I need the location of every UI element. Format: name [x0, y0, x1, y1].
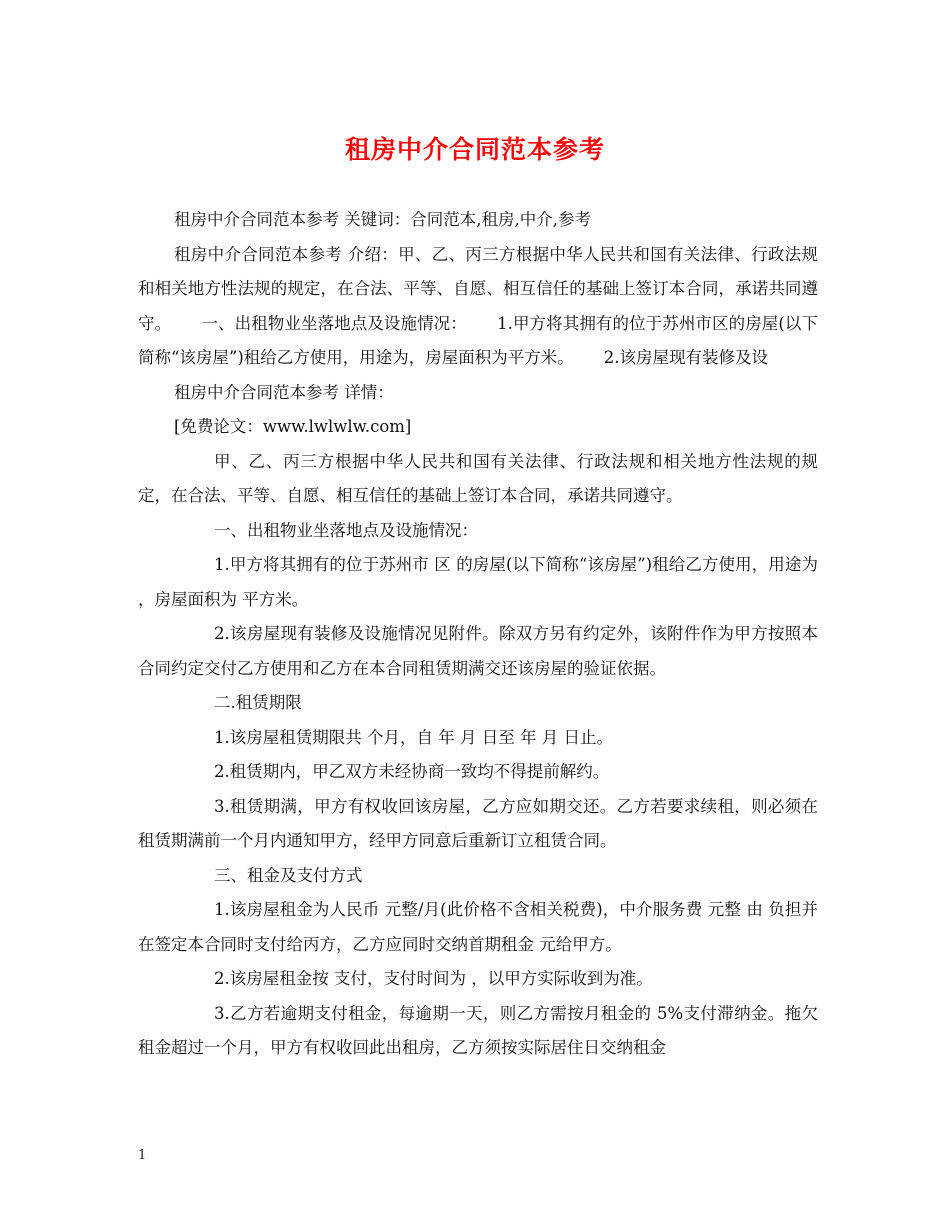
- clause-3-2: 2.该房屋租金按 支付，支付时间为 ，以甲方实际收到为准。: [214, 969, 653, 988]
- details-heading: 租房中介合同范本参考 详情：: [174, 382, 394, 402]
- document-body: [138, 203, 818, 1066]
- intro-paragraph: 租房中介合同范本参考 介绍：甲、乙、丙三方根据中华人民共和国有关法律、行政法规和相关地方性法规的规定，在合法、平等、自愿、相互信任的基础上签订本合同，承诺共同遵守。 一、出租物业坐落地点及设施情况： 1.甲方将其拥有的位于苏州市区的房屋(以下简称“该房屋”)租给乙方使用，用途为，房屋面积为平方米。 2.该房屋现有装修及设: [138, 244, 818, 367]
- clause-2-3: 3.租赁期满，甲方有权收回该房屋，乙方应如期交还。乙方若要求续租，则必须在租赁期满前一个月内通知甲方，经甲方同意后重新订立租赁合同。: [138, 796, 818, 850]
- source-note: [免费论文：www.lwlwlw.com]: [174, 417, 412, 436]
- document-title: 租房中介合同范本参考: [344, 135, 605, 164]
- clause-1-1: 1.甲方将其拥有的位于苏州市 区 的房屋(以下简称“该房屋”)租给乙方使用，用途为 ，房屋面积为 平方米。: [138, 555, 818, 609]
- section-heading-3: 三、租金及支付方式: [214, 865, 363, 885]
- clause-2-1: 1.该房屋租赁期限共 个月，自 年 月 日至 年 月 日止。: [214, 727, 613, 747]
- section-heading-1: 一、出租物业坐落地点及设施情况：: [214, 520, 478, 540]
- page-number: 1: [138, 1148, 147, 1163]
- keywords-paragraph: 租房中介合同范本参考 关键词：合同范本,租房,中介,参考: [174, 210, 591, 229]
- clause-3-3: 3.乙方若逾期支付租金，每逾期一天，则乙方需按月租金的 5%支付滞纳金。拖欠租金超过一个月，甲方有权收回此出租房，乙方须按实际居住日交纳租金: [138, 1003, 818, 1057]
- clause-3-1: 1.该房屋租金为人民币 元整/月(此价格不含相关税费)，中介服务费 元整 由 负担并在签定本合同时支付给丙方，乙方应同时交纳首期租金 元给甲方。: [138, 900, 818, 954]
- preamble-paragraph: 甲、乙、丙三方根据中华人民共和国有关法律、行政法规和相关地方性法规的规定，在合法、平等、自愿、相互信任的基础上签订本合同，承诺共同遵守。: [138, 451, 818, 505]
- clause-2-2: 2.租赁期内，甲乙双方未经协商一致均不得提前解约。: [214, 762, 610, 781]
- section-heading-2: 二.租赁期限: [214, 693, 302, 712]
- clause-1-2: 2.该房屋现有装修及设施情况见附件。除双方另有约定外，该附件作为甲方按照本合同约定交付乙方使用和乙方在本合同租赁期满交还该房屋的验证依据。: [138, 624, 818, 678]
